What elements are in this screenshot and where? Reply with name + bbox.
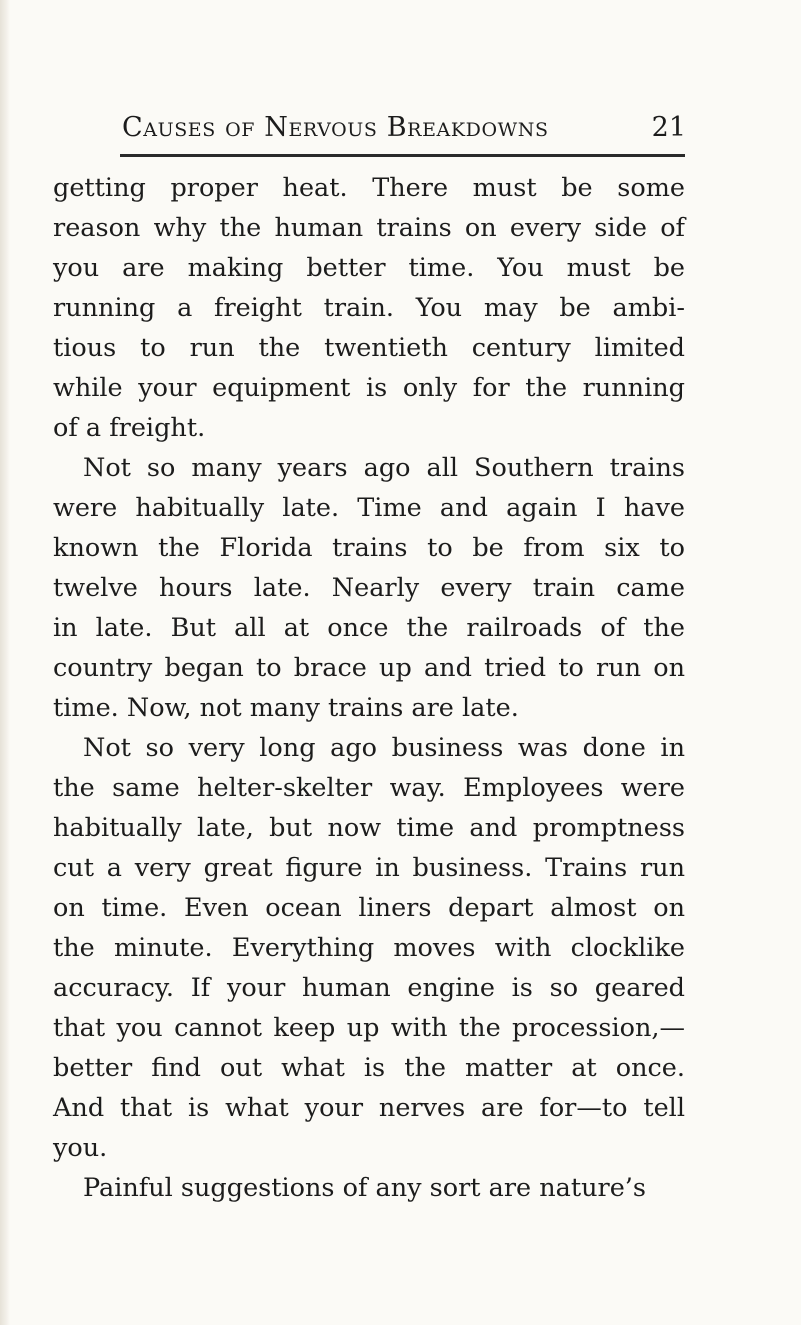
text-line: habitually late, but now time and promptness [53, 813, 685, 843]
page-gutter-shadow [0, 0, 10, 1325]
text-line: better find out what is the matter at once. [53, 1053, 685, 1083]
text-line: that you cannot keep up with the procession,— [53, 1013, 685, 1043]
text-line: on time. Even ocean liners depart almost on [53, 893, 685, 923]
page-number: 21 [651, 112, 686, 143]
paragraph-first-line: Not so very long ago business was done in [83, 733, 685, 763]
paragraph-first-line: Not so many years ago all Southern trains [83, 453, 685, 483]
header-rule [120, 154, 685, 157]
text-line: country began to brace up and tried to run on [53, 653, 685, 683]
text-line: while your equipment is only for the running [53, 373, 685, 403]
text-line: you. [53, 1133, 108, 1163]
text-line: And that is what your nerves are for—to tell [53, 1093, 685, 1123]
text-line: twelve hours late. Nearly every train came [53, 573, 685, 603]
text-line: known the Florida trains to be from six to [53, 533, 685, 563]
text-line: getting proper heat. There must be some [53, 173, 685, 203]
running-header [122, 112, 684, 148]
text-line: reason why the human trains on every side of [53, 213, 685, 243]
body-text [53, 168, 685, 1208]
text-line: running a freight train. You may be ambi- [53, 293, 685, 323]
running-title: Causes of Nervous Breakdowns [122, 112, 549, 143]
text-line: the minute. Everything moves with clocklike [53, 933, 685, 963]
text-line: you are making better time. You must be [53, 253, 685, 283]
paragraph-first-line: Painful suggestions of any sort are nature’s [83, 1173, 646, 1203]
text-line: time. Now, not many trains are late. [53, 693, 519, 723]
text-line: cut a very great figure in business. Trains run [53, 853, 685, 883]
text-line: tious to run the twentieth century limited [53, 333, 685, 363]
text-line: in late. But all at once the railroads of the [53, 613, 685, 643]
text-line: accuracy. If your human engine is so geared [53, 973, 685, 1003]
text-line: of a freight. [53, 413, 206, 443]
text-line: the same helter-skelter way. Employees were [53, 773, 685, 803]
text-line: were habitually late. Time and again I have [53, 493, 685, 523]
